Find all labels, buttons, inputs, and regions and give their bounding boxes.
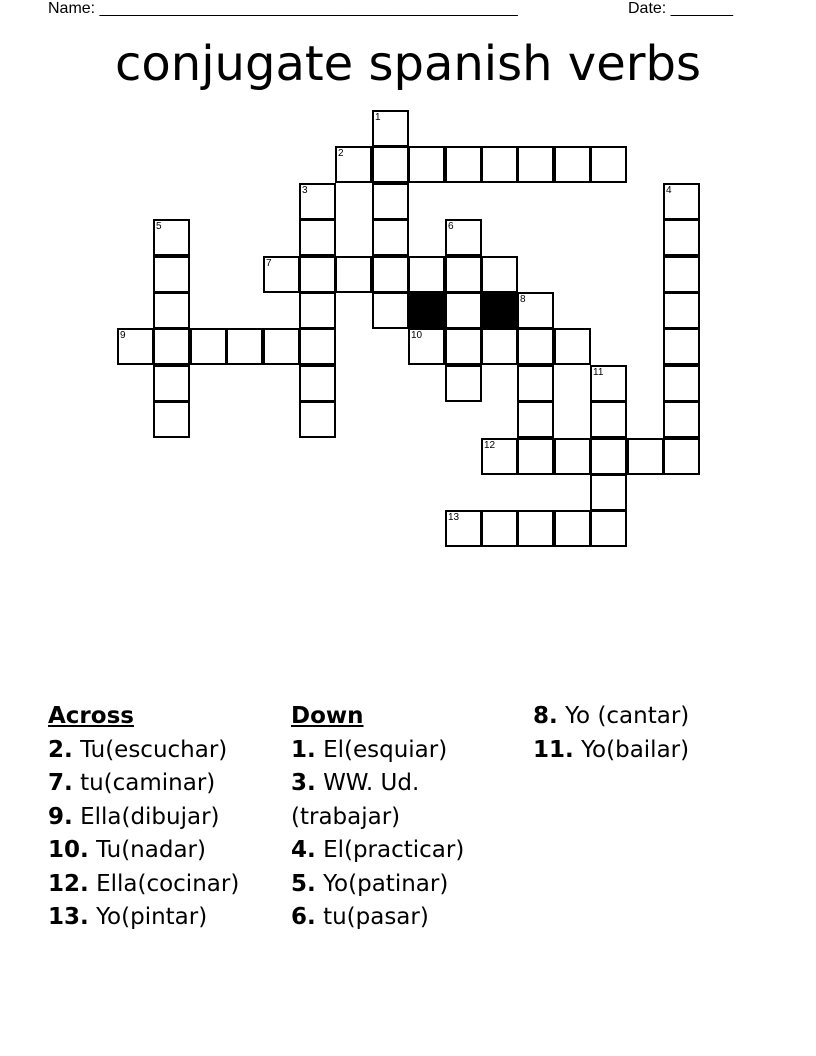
grid-cell[interactable] [517, 146, 554, 183]
down-continued-column [533, 700, 763, 767]
grid-cell[interactable] [663, 365, 700, 402]
grid-cell[interactable] [153, 328, 190, 365]
grid-cell[interactable] [517, 328, 554, 365]
clue-number: 8 [520, 294, 526, 305]
clue-number: 1 [375, 112, 381, 123]
clue-item-number: 1. [291, 736, 316, 763]
clue-item-number: 12. [48, 870, 89, 897]
clue-item-text: Yo(pintar) [96, 904, 208, 930]
clue-number: 9 [120, 330, 126, 341]
grid-cell[interactable] [627, 438, 664, 475]
date-field[interactable]: Date: _______ [628, 0, 733, 17]
clue-item [533, 734, 763, 768]
grid-cell[interactable] [590, 474, 627, 511]
grid-cell[interactable] [372, 219, 409, 256]
clue-item-number: 5. [291, 870, 316, 897]
across-heading: Across [48, 703, 134, 729]
grid-cell[interactable] [372, 183, 409, 220]
down-column [291, 700, 501, 935]
clues-section [48, 700, 768, 960]
clue-item-text: tu(caminar) [80, 770, 216, 796]
clue-item [48, 734, 278, 768]
clue-number: 2 [338, 148, 344, 159]
grid-cell[interactable] [372, 256, 409, 293]
clue-item-number: 6. [291, 904, 316, 930]
clue-item-text: Tu(escuchar) [80, 736, 228, 763]
clue-number: 7 [266, 258, 272, 269]
grid-cell[interactable] [299, 219, 336, 256]
grid-cell[interactable] [445, 510, 482, 547]
grid-cell[interactable] [408, 256, 445, 293]
clue-item-text: Yo(bailar) [581, 736, 690, 763]
grid-cell[interactable] [445, 365, 482, 402]
grid-cell[interactable] [445, 328, 482, 365]
page-title: conjugate spanish verbs [115, 36, 701, 92]
grid-cell[interactable] [481, 438, 518, 475]
grid-cell[interactable] [517, 292, 554, 329]
clue-item [533, 700, 763, 734]
across-column [48, 700, 278, 935]
clue-number: 13 [448, 512, 460, 523]
clue-item-number: 13. [48, 904, 89, 930]
grid-cell[interactable] [153, 365, 190, 402]
clue-item [48, 834, 278, 868]
clue-item-number: 7. [48, 770, 73, 796]
clue-number: 4 [666, 185, 672, 196]
grid-cell[interactable] [481, 256, 518, 293]
clue-item-number: 11. [533, 736, 574, 763]
clue-item [48, 767, 278, 801]
grid-cell[interactable] [445, 219, 482, 256]
grid-cell[interactable] [590, 365, 627, 402]
grid-cell[interactable] [299, 292, 336, 329]
grid-cell[interactable] [554, 438, 591, 475]
clue-number: 6 [448, 221, 454, 232]
grid-cell[interactable] [263, 256, 300, 293]
clue-item [291, 734, 501, 768]
grid-cell[interactable] [663, 438, 700, 475]
grid-cell[interactable] [445, 256, 482, 293]
clue-number: 5 [156, 221, 162, 232]
grid-block [481, 292, 518, 329]
grid-cell[interactable] [153, 256, 190, 293]
grid-cell[interactable] [590, 438, 627, 475]
clue-item [291, 901, 501, 935]
clue-item-text: Yo(patinar) [323, 870, 449, 897]
clue-item-text: El(esquiar) [323, 736, 448, 763]
grid-cell[interactable] [445, 146, 482, 183]
grid-cell[interactable] [517, 510, 554, 547]
grid-cell[interactable] [517, 438, 554, 475]
grid-cell[interactable] [372, 110, 409, 147]
grid-cell[interactable] [663, 256, 700, 293]
grid-cell[interactable] [481, 510, 518, 547]
grid-cell[interactable] [299, 365, 336, 402]
clue-item [291, 767, 501, 834]
clue-item-number: 4. [291, 837, 316, 863]
clue-item [48, 901, 278, 935]
grid-cell[interactable] [153, 292, 190, 329]
clue-item-text: Yo (cantar) [565, 703, 690, 729]
grid-cell[interactable] [663, 219, 700, 256]
grid-cell[interactable] [445, 292, 482, 329]
grid-cell[interactable] [299, 256, 336, 293]
name-field[interactable]: Name: _______________________________________________ [48, 0, 518, 17]
grid-cell[interactable] [299, 183, 336, 220]
grid-cell[interactable] [408, 146, 445, 183]
clue-item-text: El(practicar) [323, 837, 465, 863]
grid-cell[interactable] [481, 146, 518, 183]
grid-cell[interactable] [299, 328, 336, 365]
grid-cell[interactable] [663, 328, 700, 365]
grid-cell[interactable] [554, 146, 591, 183]
clue-item-number: 8. [533, 703, 558, 729]
grid-cell[interactable] [335, 256, 372, 293]
grid-cell[interactable] [554, 510, 591, 547]
grid-cell[interactable] [663, 292, 700, 329]
clue-item [291, 834, 501, 868]
grid-cell[interactable] [372, 292, 409, 329]
grid-cell[interactable] [517, 365, 554, 402]
grid-cell[interactable] [590, 401, 627, 438]
clue-number: 12 [484, 440, 496, 451]
clue-item-number: 10. [48, 837, 89, 863]
clue-number: 11 [593, 367, 604, 378]
clue-item-number: 3. [291, 770, 316, 796]
grid-cell[interactable] [335, 146, 372, 183]
grid-cell[interactable] [554, 328, 591, 365]
clue-number: 10 [411, 330, 423, 341]
clue-item-text: WW. Ud.(trabajar) [291, 770, 420, 830]
grid-cell[interactable] [372, 146, 409, 183]
clue-item-text: Tu(nadar) [96, 837, 206, 863]
down-heading: Down [291, 703, 364, 729]
grid-cell[interactable] [517, 401, 554, 438]
clue-item [291, 868, 501, 902]
clue-item-text: tu(pasar) [323, 904, 429, 930]
grid-cell[interactable] [590, 510, 627, 547]
grid-cell[interactable] [117, 328, 154, 365]
grid-cell[interactable] [481, 328, 518, 365]
grid-cell[interactable] [263, 328, 300, 365]
clue-item-text: Ella(cocinar) [96, 870, 240, 897]
grid-cell[interactable] [663, 183, 700, 220]
clue-item-text: Ella(dibujar) [80, 803, 220, 830]
grid-cell[interactable] [153, 401, 190, 438]
grid-cell[interactable] [663, 401, 700, 438]
clue-item-number: 2. [48, 736, 73, 763]
grid-cell[interactable] [408, 328, 445, 365]
grid-block [408, 292, 445, 329]
clue-number: 3 [302, 185, 308, 196]
grid-cell[interactable] [190, 328, 227, 365]
clue-item-number: 9. [48, 803, 73, 830]
clue-item [48, 801, 278, 835]
grid-cell[interactable] [299, 401, 336, 438]
grid-cell[interactable] [153, 219, 190, 256]
grid-cell[interactable] [226, 328, 263, 365]
grid-cell[interactable] [590, 146, 627, 183]
clue-item [48, 868, 278, 902]
